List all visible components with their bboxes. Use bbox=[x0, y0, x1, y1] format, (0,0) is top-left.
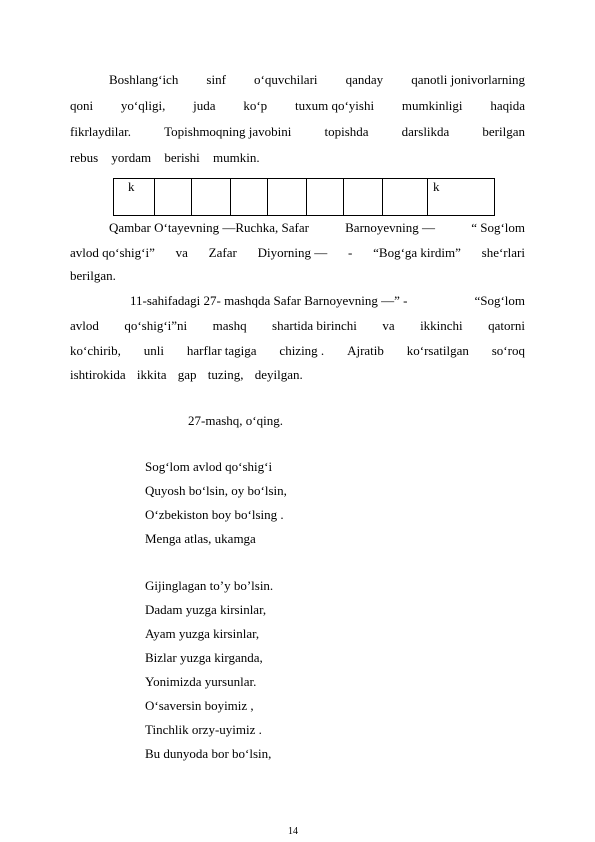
word: tuzing, bbox=[207, 367, 244, 382]
rebus-grid bbox=[113, 178, 495, 216]
word: gap bbox=[177, 367, 197, 382]
rebus-cell bbox=[192, 179, 231, 216]
paragraph1-line-1 bbox=[109, 72, 525, 88]
word: shartida birinchi bbox=[272, 318, 357, 333]
word: ko‘rsatilgan bbox=[406, 343, 469, 358]
word: darslikda bbox=[401, 124, 450, 139]
paragraph2-line-3 bbox=[70, 268, 116, 284]
page-number: 14 bbox=[288, 826, 298, 837]
word: topishda bbox=[324, 124, 369, 139]
rebus-cell bbox=[231, 179, 268, 216]
word: qanotli jonivorlarning bbox=[411, 72, 525, 87]
word: ko‘chirib, bbox=[70, 343, 121, 358]
poem-line: Bizlar yuzga kirganda, bbox=[145, 650, 263, 665]
word: Ajratib bbox=[347, 343, 384, 358]
poem-line: Quyosh bo‘lsin, oy bo‘lsin, bbox=[145, 483, 287, 498]
paragraph2-line-1 bbox=[109, 220, 525, 236]
word: berilgan bbox=[482, 124, 525, 139]
word: va bbox=[382, 318, 395, 333]
word: qanday bbox=[345, 72, 384, 87]
word: Zafar bbox=[208, 245, 237, 260]
word: rebus bbox=[70, 150, 99, 165]
word: “Sog‘lom bbox=[474, 293, 525, 308]
rebus-cell bbox=[268, 179, 307, 216]
word: she‘rlari bbox=[481, 245, 525, 260]
poem-line: Dadam yuzga kirsinlar, bbox=[145, 602, 267, 617]
word: Diyorning — bbox=[257, 245, 328, 260]
word: yo‘qligi, bbox=[120, 98, 166, 113]
word: unli bbox=[143, 343, 165, 358]
poem-line: Gijinglagan to’y bo’lsin. bbox=[145, 578, 274, 593]
word: avlod bbox=[70, 318, 99, 333]
word: mumkin. bbox=[213, 150, 260, 165]
rebus-cell-last bbox=[428, 179, 495, 216]
word: chizing . bbox=[279, 343, 325, 358]
word: “Bog‘ga kirdim” bbox=[373, 245, 461, 260]
paragraph2-line-2 bbox=[70, 245, 525, 261]
word: ko‘p bbox=[243, 98, 268, 113]
word: qatorni bbox=[488, 318, 525, 333]
word: 11-sahifadagi 27- mashqda Safar Barnoyevning —” - bbox=[130, 293, 408, 308]
paragraph3-line-1 bbox=[130, 293, 525, 309]
rebus-cell bbox=[344, 179, 383, 216]
word: mumkinligi bbox=[401, 98, 463, 113]
rebus-letter: k bbox=[128, 179, 135, 194]
word: “ Sog‘lom bbox=[471, 220, 525, 235]
word: Barnoyevning — bbox=[345, 220, 436, 235]
word: juda bbox=[193, 98, 216, 113]
word: harflar tagiga bbox=[186, 343, 257, 358]
word: qo‘shig‘i”ni bbox=[124, 318, 188, 333]
poem-line: O‘zbekiston boy bo‘lsing . bbox=[145, 507, 284, 522]
word: so‘roq bbox=[491, 343, 525, 358]
paragraph3-line-3 bbox=[70, 343, 525, 359]
poem-line: Bu dunyoda bor bo‘lsin, bbox=[145, 746, 272, 761]
poem-line: Ayam yuzga kirsinlar, bbox=[145, 626, 260, 641]
word: Topishmoqning javobini bbox=[164, 124, 292, 139]
word: yordam bbox=[111, 150, 152, 165]
rebus-letter: k bbox=[433, 179, 440, 194]
word: avlod qo‘shig‘i” bbox=[70, 245, 155, 260]
poem-line: Sog‘lom avlod qo‘shig‘i bbox=[145, 459, 273, 474]
word: haqida bbox=[490, 98, 525, 113]
word: fikrlaydilar. bbox=[70, 124, 132, 139]
word: qoni bbox=[70, 98, 94, 113]
rebus-cell bbox=[155, 179, 192, 216]
word: mashq bbox=[212, 318, 247, 333]
poem-line: Menga atlas, ukamga bbox=[145, 531, 256, 546]
word: berilgan. bbox=[70, 268, 116, 283]
rebus-cell bbox=[383, 179, 428, 216]
word: tuxum qo‘yishi bbox=[294, 98, 375, 113]
word: berishi bbox=[164, 150, 200, 165]
paragraph3-line-2 bbox=[70, 318, 525, 334]
paragraph1-line-2 bbox=[70, 98, 525, 114]
word: deyilgan. bbox=[254, 367, 303, 382]
word: ishtirokida ikkita bbox=[70, 367, 167, 382]
poem-line: Tinchlik orzy-uyimiz . bbox=[145, 722, 262, 737]
word: o‘quvchilari bbox=[253, 72, 318, 87]
rebus-cell bbox=[307, 179, 344, 216]
poem-line: O‘saversin boyimiz , bbox=[145, 698, 254, 713]
paragraph3-line-4 bbox=[70, 367, 303, 383]
exercise-heading: 27-mashq, o‘qing. bbox=[188, 413, 283, 428]
paragraph1-line-3 bbox=[70, 124, 525, 140]
poem-line: Yonimizda yursunlar. bbox=[145, 674, 257, 689]
rebus-cell-first bbox=[114, 179, 155, 216]
word: ikkinchi bbox=[420, 318, 463, 333]
word: Qambar O‘tayevning —Ruchka, Safar bbox=[109, 220, 309, 235]
word: sinf bbox=[206, 72, 226, 87]
paragraph1-line-4 bbox=[70, 150, 260, 166]
word: - bbox=[348, 245, 353, 260]
word: Boshlang‘ich bbox=[109, 72, 179, 87]
word: va bbox=[175, 245, 188, 260]
